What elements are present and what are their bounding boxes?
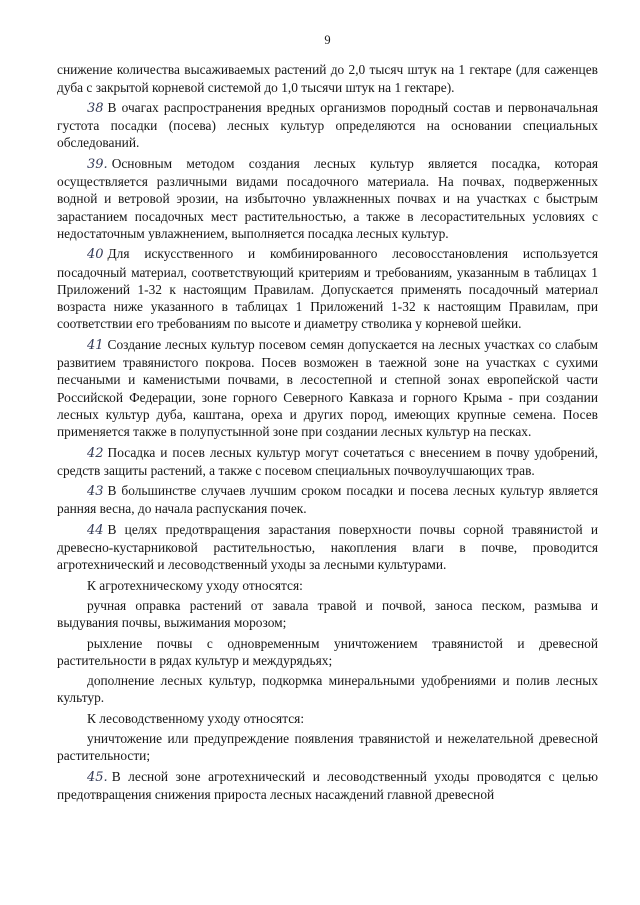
paragraph-text: Для искусственного и комбинированного лесовосстановления используется посадочный материал, соответствующий критериям и требованиям, указанным в таблицах 1 Приложений 1-32 к настоящим Правилам. Допускается применять посадочный материал возраста ниже указанного в таблицах 1 Приложений 1-32 к настоящим Правилам, при соответствии его требованиям по высоте и диаметру стволика у корневой шейки. <box>57 246 598 332</box>
paragraph <box>57 521 598 574</box>
paragraph-text: К лесоводственному уходу относятся: <box>87 710 305 726</box>
paragraph <box>57 99 598 152</box>
page-number: 9 <box>324 33 331 47</box>
paragraph <box>57 155 598 242</box>
handwritten-paragraph-number: 43 <box>87 484 104 500</box>
paragraph <box>57 730 598 765</box>
paragraph-text: Основным методом создания лесных культур является посадка, которая осуществляется различными видами посадочного материала. На почвах, подверженных водной и ветровой эрозии, на избыточно увлажненных почвах и на участках с быстрым зарастанием посадочных мест растительностью, а также в лесорастительных условиях с недостаточным увлажнением, выполняется посадка лесных культур. <box>57 155 598 241</box>
paragraph-text: уничтожение или предупреждение появления травянистой и нежелательной древесной растительности; <box>57 730 598 764</box>
paragraph-text: ручная оправка растений от завала травой и почвой, заноса песком, размыва и выдувания почвы, выжимания морозом; <box>57 597 598 631</box>
paragraph-text: В лесной зоне агротехнический и лесоводственный уходы проводятся с целью предотвращения снижения прироста лесных насаждений главной древесной <box>57 768 598 802</box>
paragraph <box>57 444 598 480</box>
handwritten-paragraph-number: 42 <box>87 445 104 461</box>
document-body <box>57 61 598 803</box>
handwritten-paragraph-number: 39. <box>87 156 108 172</box>
paragraph <box>57 577 598 594</box>
paragraph-text: Создание лесных культур посевом семян допускается на лесных участках со слабым развитием травянистого покрова. Посев возможен в таежной зоне на участках с сухими песчаными и каменистыми почвами, в лесостепной и степной зонах европейской части Российской Федерации, зоне горного Северного Кавказа и горного Крыма - при создании лесных культур дуба, каштана, ореха и других пород, имеющих крупные семена. Посев применяется также в полупустынной зоне при создании лесных культур на песках. <box>57 336 598 440</box>
paragraph-text: дополнение лесных культур, подкормка минеральными удобрениями и полив лесных культур. <box>57 673 598 706</box>
handwritten-paragraph-number: 40 <box>87 247 104 263</box>
paragraph <box>57 61 598 96</box>
paragraph <box>57 768 598 804</box>
paragraph-text: снижение количества высаживаемых растений до 2,0 тысяч штук на 1 гектаре (для саженцев дуба с закрытой корневой системой до 1,0 тысячи штук на 1 гектаре). <box>57 62 598 95</box>
paragraph-text: В очагах распространения вредных организмов породный состав и первоначальная густота посадки (посева) лесных культур определяются на основании специальных обследований. <box>57 99 598 151</box>
paragraph <box>57 597 598 632</box>
handwritten-paragraph-number: 38 <box>87 100 104 116</box>
handwritten-paragraph-number: 45. <box>87 769 108 785</box>
paragraph-text: К агротехническому уходу относятся: <box>87 577 303 593</box>
paragraph <box>57 245 598 332</box>
handwritten-paragraph-number: 41 <box>87 337 104 353</box>
paragraph <box>57 672 598 707</box>
paragraph-text: В большинстве случаев лучшим сроком посадки и посева лесных культур является ранняя весна, до начала распускания почек. <box>57 483 598 517</box>
paragraph <box>57 710 598 727</box>
handwritten-paragraph-number: 44 <box>87 522 104 538</box>
paragraph <box>57 482 598 518</box>
paragraph-text: Посадка и посев лесных культур могут сочетаться с внесением в почву удобрений, средств защиты растений, а также с посевом специальных почвоулучшающих трав. <box>57 444 598 478</box>
paragraph-text: В целях предотвращения зарастания поверхности почвы сорной травянистой и древесно-кустарниковой растительностью, накопления влаги в почве, проводится агротехнический и лесоводственный уходы за лесными культурами. <box>57 521 598 573</box>
paragraph <box>57 336 598 441</box>
paragraph <box>57 635 598 670</box>
paragraph-text: рыхление почвы с одновременным уничтожением травянистой и древесной растительности в рядах культур и междурядьях; <box>57 635 598 668</box>
